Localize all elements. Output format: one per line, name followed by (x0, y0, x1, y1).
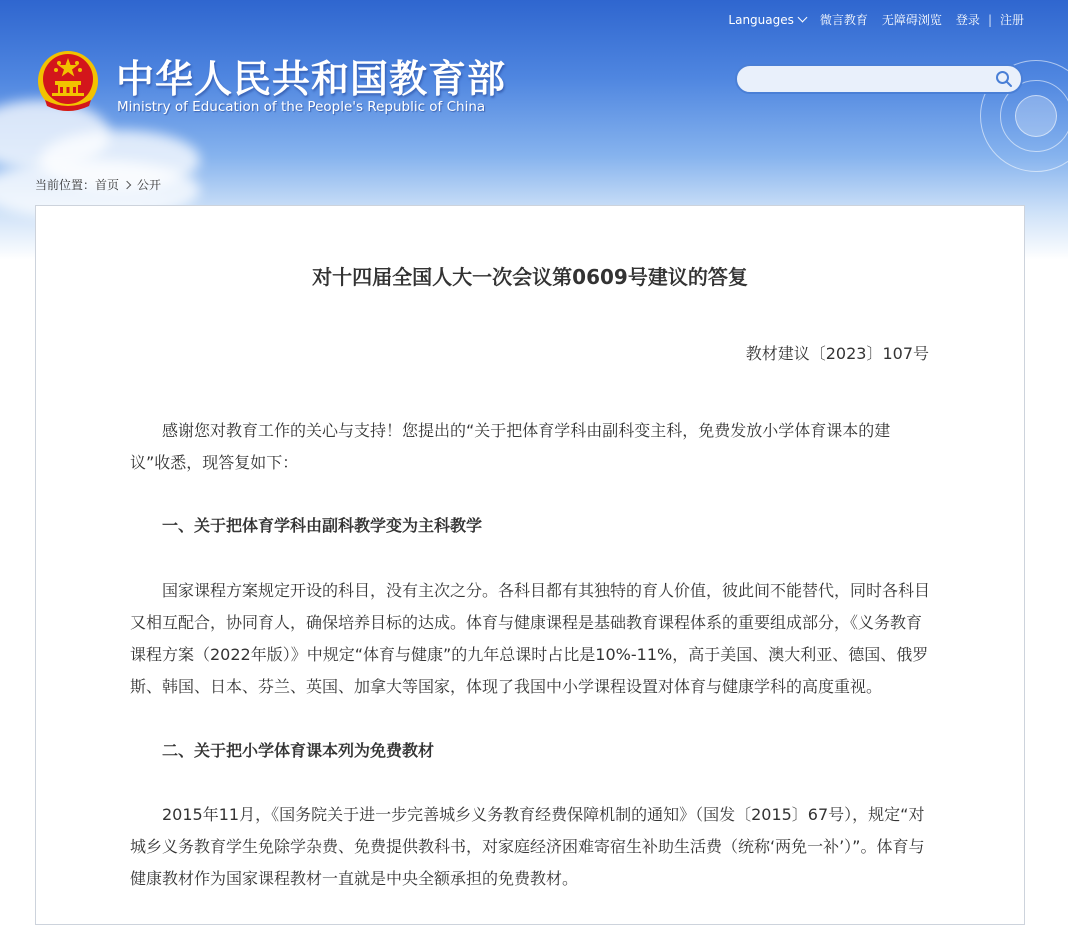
section-body-2: 2015年11月，《国务院关于进一步完善城乡义务教育经费保障机制的通知》（国发〔2015〕67号），规定“对城乡义务教育学生免除学杂费、免费提供教科书，对家庭经济困难寄宿生补助生活费（统称‘两免一补’）”。体育与健康教材作为国家课程教材一直就是中央全额承担的免费教材。 (130, 805, 925, 888)
site-subtitle: Ministry of Education of the People's Republic of China (117, 99, 486, 115)
breadcrumb-current[interactable]: 公开 (137, 178, 162, 192)
register-link[interactable]: 注册 (999, 13, 1024, 27)
section-body-1: 国家课程方案规定开设的科目，没有主次之分。各科目都有其独特的育人价值，彼此间不能替代，同时各科目又相互配合，协同育人，确保培养目标的达成。体育与健康课程是基础教育课程体系的重要组成部分，《义务教育课程方案（2022年版）》中规定“体育与健康”的九年总课时占比是10%-11%，高于美国、澳大利亚、德国、俄罗斯、韩国、日本、芬兰、英国、加拿大等国家，体现了我国中小学课程设置对体育与健康学科的高度重视。 (130, 581, 931, 696)
accessible-link[interactable]: 无障碍浏览 (881, 13, 942, 27)
document-number: 教材建议〔2023〕107号 (745, 344, 929, 363)
article-title: 对十四届全国人大一次会议第0609号建议的答复 (312, 265, 748, 289)
languages-menu[interactable] (728, 13, 805, 27)
search-input[interactable] (751, 70, 995, 90)
search-box (735, 64, 1023, 94)
site-title[interactable]: 中华人民共和国教育部 (116, 57, 507, 101)
dandelion-decoration (1015, 95, 1057, 137)
search-icon[interactable] (995, 70, 1013, 88)
languages-label: Languages (728, 12, 794, 27)
weiyan-link[interactable]: 微言教育 (819, 13, 868, 27)
breadcrumb-prefix: 当前位置： (35, 178, 96, 192)
article-panel (35, 205, 1025, 925)
login-link[interactable]: 登录 (955, 13, 980, 27)
breadcrumb (35, 176, 161, 193)
section-heading-2: 二、关于把小学体育课本列为免费教材 (162, 741, 435, 760)
section-heading-1: 一、关于把体育学科由副科教学变为主科教学 (162, 516, 483, 535)
link-separator: | (987, 12, 992, 27)
top-links (714, 11, 1024, 28)
national-emblem-icon (37, 48, 99, 114)
breadcrumb-home[interactable]: 首页 (95, 178, 120, 192)
chevron-down-icon (797, 12, 807, 22)
article-intro: 感谢您对教育工作的关心与支持！您提出的“关于把体育学科由副科变主科，免费发放小学体育课本的建议”收悉，现答复如下： (130, 421, 891, 472)
chevron-right-icon (123, 180, 131, 188)
